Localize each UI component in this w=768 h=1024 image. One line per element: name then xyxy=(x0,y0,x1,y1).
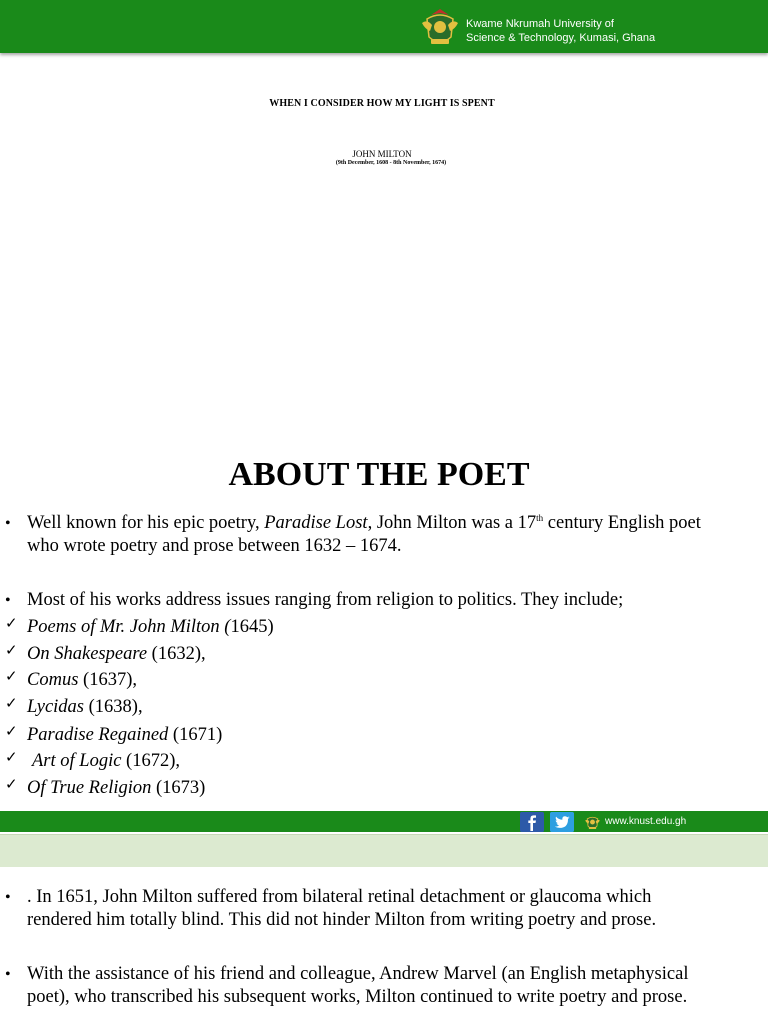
bullet-icon: • xyxy=(5,515,11,532)
work-title: Art of Logic xyxy=(32,751,122,771)
work-year: 1645) xyxy=(230,617,274,637)
checkmark-icon: ✓ xyxy=(5,641,18,659)
author-name: JOHN MILTON xyxy=(352,149,412,159)
list-item xyxy=(5,886,717,932)
bullet-icon: • xyxy=(5,889,11,906)
checkmark-icon: ✓ xyxy=(5,614,18,632)
works-list-item xyxy=(5,722,223,747)
work-title: Of True Religion xyxy=(27,778,152,798)
knust-crest-icon xyxy=(584,814,601,831)
ordinal-suffix: th xyxy=(536,513,544,523)
website-link[interactable]: www.knust.edu.gh xyxy=(605,816,687,827)
list-item xyxy=(5,963,717,1009)
bullet-icon: • xyxy=(5,592,11,609)
work-title: Paradise Lost xyxy=(264,513,368,533)
bullet-icon: • xyxy=(5,966,11,983)
twitter-icon[interactable] xyxy=(550,812,574,832)
work-title: Paradise Regained xyxy=(27,725,169,745)
work-title: Comus xyxy=(27,670,79,690)
bullet-text: . In 1651, John Milton suffered from bilateral retinal detachment or glaucoma which rendered him totally blind. This did not hinder Milton from writing poetry and prose. xyxy=(27,887,657,930)
footer-band xyxy=(0,834,768,867)
checkmark-icon: ✓ xyxy=(5,748,18,766)
work-year: (1638), xyxy=(84,697,143,717)
checkmark-icon: ✓ xyxy=(5,694,18,712)
section-heading: ABOUT THE POET xyxy=(228,456,530,493)
work-title: Lycidas xyxy=(27,697,84,717)
work-year: (1632), xyxy=(147,644,206,664)
works-list-item xyxy=(5,614,274,639)
knust-crest-icon xyxy=(419,7,461,49)
bullet-text: Well known for his epic poetry, xyxy=(27,513,265,533)
facebook-icon[interactable] xyxy=(520,812,544,832)
author-dates: (9th December, 1608 - 8th November, 1674) xyxy=(335,160,447,166)
works-list-item xyxy=(5,641,206,666)
list-item xyxy=(5,589,717,612)
checkmark-icon: ✓ xyxy=(5,722,18,740)
work-title: On Shakespeare xyxy=(27,644,148,664)
university-name xyxy=(466,17,655,45)
work-year: (1672), xyxy=(121,751,180,771)
work-year: (1673) xyxy=(151,778,206,798)
work-title: Poems of Mr. John Milton ( xyxy=(27,617,231,637)
work-year: (1671) xyxy=(168,725,223,745)
work-year: (1637), xyxy=(78,670,137,690)
works-list-item xyxy=(5,667,137,692)
checkmark-icon: ✓ xyxy=(5,775,18,793)
bullet-text: Most of his works address issues ranging from religion to politics. They include; xyxy=(27,590,624,610)
university-line-1: Kwame Nkrumah University of xyxy=(466,18,614,30)
bullet-text: century English poet who wrote poetry and prose between 1632 – 1674. xyxy=(27,513,701,556)
bullet-text: , John Milton was a 17 xyxy=(367,513,537,533)
works-list-item xyxy=(5,748,180,773)
works-list-item xyxy=(5,775,206,800)
list-item xyxy=(5,512,717,558)
poem-title: WHEN I CONSIDER HOW MY LIGHT IS SPENT xyxy=(269,98,495,109)
checkmark-icon: ✓ xyxy=(5,667,18,685)
works-list-item xyxy=(5,694,143,719)
university-line-2: Science & Technology, Kumasi, Ghana xyxy=(466,32,656,44)
bullet-text: With the assistance of his friend and colleague, Andrew Marvel (an English metaphysical poet), who transcribed his subsequent works, Milton continued to write poetry and prose. xyxy=(27,964,689,1007)
